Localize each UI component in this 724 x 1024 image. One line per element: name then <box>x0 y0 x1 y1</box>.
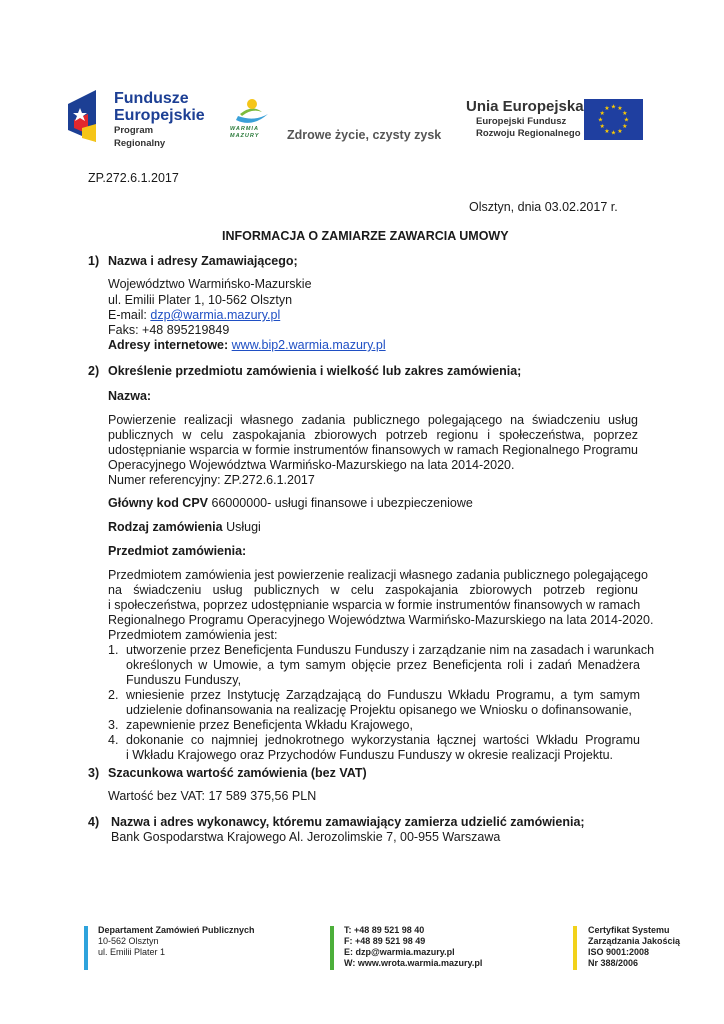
section3-title: Szacunkowa wartość zamówienia (bez VAT) <box>108 766 367 780</box>
eu-star-icon: ★ <box>622 124 628 130</box>
section1-title: Nazwa i adresy Zamawiającego; <box>108 254 298 268</box>
zamawiajacy-address: ul. Emilii Plater 1, 10-562 Olsztyn <box>108 293 293 307</box>
list-line: i Wkładu Krajowego oraz Przychodów Funduszu Funduszy w okresie realizacji Projektu. <box>126 748 614 762</box>
footer-bar-blue <box>84 926 88 970</box>
list-number: 2. <box>108 688 119 702</box>
document-title: INFORMACJA O ZAMIARZE ZAWARCIA UMOWY <box>222 229 509 243</box>
email-label: E-mail: <box>108 308 151 322</box>
eu-star-icon: ★ <box>599 124 605 130</box>
fe-line3: Program Regionalny <box>114 125 166 149</box>
eu-star-icon: ★ <box>604 128 610 135</box>
eu-star-icon: ★ <box>599 111 605 117</box>
eu-star-icon: ★ <box>610 104 617 111</box>
section2-number: 2) <box>88 364 100 378</box>
contractor-name-address: Bank Gospodarstwa Krajowego Al. Jerozolimskie 7, 00-955 Warszawa <box>111 830 501 844</box>
footer-fax: F: +48 89 521 98 49 <box>344 936 426 946</box>
list-line: utworzenie przez Beneficjenta Funduszu Funduszy i zarządzanie nim na zasadach i warunkach <box>126 643 655 657</box>
footer-certificate <box>588 925 680 969</box>
eu-star-icon: ★ <box>617 128 623 135</box>
section4-number: 4) <box>88 815 100 829</box>
footer-bar-green <box>330 926 334 970</box>
eu-star-icon: ★ <box>604 106 610 113</box>
rodzaj-value: Usługi <box>226 520 261 534</box>
footer-contact <box>344 925 482 969</box>
www-link[interactable]: www.bip2.warmia.mazury.pl <box>231 338 386 352</box>
fundusze-europejskie-text <box>114 90 205 150</box>
place-date: Olsztyn, dnia 03.02.2017 r. <box>469 200 618 214</box>
warmia-mazury-name: WARMIA MAZURY <box>230 126 260 139</box>
footer-cert-line1: Certyfikat Systemu <box>588 925 670 935</box>
footer-email[interactable]: E: dzp@warmia.mazury.pl <box>344 947 455 957</box>
rodzaj-line <box>108 520 261 535</box>
footer-cert-line3: ISO 9001:2008 <box>588 947 650 957</box>
przedmiot-label: Przedmiot zamówienia: <box>108 544 247 558</box>
footer-phone: T: +48 89 521 98 40 <box>344 925 425 935</box>
eu-star-icon: ★ <box>623 117 630 124</box>
paragraph-line: udostępnianie wsparcia w formie instrumentów finansowych w ramach Regionalnego Programu <box>108 443 638 457</box>
eu-stars-icon <box>584 99 643 140</box>
nazwa-paragraph <box>108 413 638 488</box>
ue-line2: Europejski Fundusz <box>476 116 567 127</box>
paragraph-line: Przedmiotem zamówienia jest powierzenie realizacji własnego zadania publicznego polegającego <box>108 568 648 582</box>
zamawiajacy-www-line <box>108 338 386 353</box>
list-number: 4. <box>108 733 119 747</box>
paragraph-line: i społeczeństwa, poprzez udostępnianie wsparcia w formie instrumentów finansowych w ramach <box>108 598 641 612</box>
paragraph-line: Przedmiotem zamówienia jest: <box>108 628 278 642</box>
zamawiajacy-name: Województwo Warmińsko-Mazurskie <box>108 277 312 291</box>
section4-title: Nazwa i adres wykonawcy, któremu zamawiający zamierza udzielić zamówienia; <box>111 815 585 829</box>
www-label: Adresy internetowe: <box>108 338 232 352</box>
warmia-mazury-logo <box>230 98 442 146</box>
section3-number: 3) <box>88 766 100 780</box>
nazwa-label: Nazwa: <box>108 389 152 403</box>
paragraph-line: Powierzenie realizacji własnego zadania publicznego polegającego na świadczeniu usług <box>108 413 638 427</box>
eu-star-icon: ★ <box>622 111 628 117</box>
eu-flag-icon <box>584 99 643 140</box>
fundusze-europejskie-emblem-icon <box>66 90 110 142</box>
footer-website[interactable]: W: www.wrota.warmia.mazury.pl <box>344 958 483 968</box>
zamawiajacy-fax: Faks: +48 895219849 <box>108 323 230 337</box>
cpv-label: Główny kod CPV <box>108 496 212 510</box>
paragraph-line: publicznych w celu zaspokajania zbiorowych potrzeb regionu i społeczeństwa, poprzez <box>108 428 638 442</box>
przedmiot-paragraph <box>108 568 654 643</box>
list-number: 1. <box>108 643 119 657</box>
warmia-mazury-slogan: Zdrowe życie, czysty zysk <box>287 128 442 142</box>
paragraph-line: Regionalnego Programu Operacyjnego Województwa Warmińsko-Mazurskiego na lata 2014-2020. <box>108 613 654 627</box>
section1-number: 1) <box>88 254 100 268</box>
fe-line1: Fundusze <box>114 90 189 107</box>
fundusze-europejskie-logo <box>66 90 205 149</box>
zamawiajacy-email-line <box>108 308 280 323</box>
eu-star-icon: ★ <box>597 117 604 124</box>
footer-department <box>98 925 255 958</box>
footer-cert-line2: Zarządzania Jakością <box>588 936 681 946</box>
section2-title: Określenie przedmiotu zamówienia i wielkość lub zakres zamówienia; <box>108 364 522 378</box>
footer-bar-yellow <box>573 926 577 970</box>
list-line: wniesienie przez Instytucję Zarządzającą do Funduszu Wkładu Programu, a tym samym <box>126 688 640 702</box>
email-link[interactable]: dzp@warmia.mazury.pl <box>150 308 281 322</box>
paragraph-line: na świadczeniu usług publicznych w celu zaspokajania zbiorowych potrzeb regionu <box>108 583 638 597</box>
unia-europejska-text <box>466 98 584 140</box>
value-without-vat: Wartość bez VAT: 17 589 375,56 PLN <box>108 789 317 803</box>
footer-department-name: Departament Zamówień Publicznych <box>98 925 255 935</box>
cpv-value: 66000000- usługi finansowe i ubezpieczeniowe <box>211 496 473 510</box>
eu-star-icon: ★ <box>617 106 623 113</box>
warmia-mazury-emblem-icon <box>232 98 272 128</box>
list-line: dokonanie co najmniej jednokrotnego wykorzystania łącznej wartości Wkładu Programu <box>126 733 640 747</box>
cpv-line <box>108 496 473 511</box>
ue-line3: Rozwoju Regionalnego <box>476 128 581 139</box>
paragraph-line: Operacyjnego Województwa Warmińsko-Mazurskiego na lata 2014-2020. <box>108 458 515 472</box>
list-line: Funduszu Funduszy, <box>126 673 242 687</box>
footer-cert-line4: Nr 388/2006 <box>588 958 639 968</box>
footer-department-city: 10-562 Olsztyn <box>98 936 159 946</box>
footer-department-street: ul. Emilii Plater 1 <box>98 947 166 957</box>
rodzaj-label: Rodzaj zamówienia <box>108 520 227 534</box>
paragraph-line: Numer referencyjny: ZP.272.6.1.2017 <box>108 473 315 487</box>
eu-star-icon: ★ <box>610 130 617 137</box>
fe-line2: Europejskie <box>114 107 205 124</box>
ue-line1: Unia Europejska <box>466 98 584 115</box>
reference-number: ZP.272.6.1.2017 <box>88 171 179 185</box>
list-line: określonych w Umowie, a tym samym objęcie przez Beneficjenta roli i zadań Menadżera <box>126 658 640 672</box>
list-line: udzielenie dofinansowania na realizację Projektu opisanego we Wniosku o dofinansowanie, <box>126 703 632 717</box>
list-line: zapewnienie przez Beneficjenta Wkładu Krajowego, <box>126 718 413 732</box>
list-number: 3. <box>108 718 119 732</box>
